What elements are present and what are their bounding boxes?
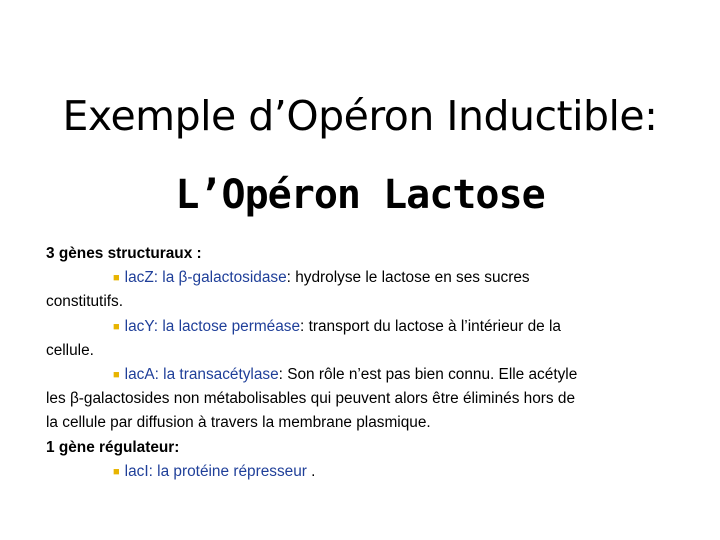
square-bullet-icon: ■ [113, 369, 120, 382]
square-bullet-icon: ■ [113, 465, 120, 478]
regulator-gene-heading: 1 gène régulateur: [46, 438, 180, 456]
enzyme-name: : [148, 462, 158, 480]
gene-description: : Son rôle n’est pas bien connu. Elle acétyle [278, 366, 578, 384]
gene-description-continued: cellule. [46, 341, 94, 359]
gene-name: lacZ [124, 269, 154, 287]
repressor-name: la protéine répresseur [157, 462, 307, 480]
square-bullet-icon: ■ [113, 272, 120, 285]
enzyme-name: la β-galactosidase [162, 269, 287, 287]
sentence-end: . [306, 462, 316, 480]
enzyme-name: la transacétylase [163, 366, 279, 384]
slide-body [46, 242, 688, 484]
slide-subtitle: L’Opéron Lactose [175, 172, 545, 218]
list-item-laca [46, 363, 688, 387]
square-bullet-icon: ■ [113, 320, 120, 333]
list-item-lacz [46, 266, 688, 290]
enzyme-name: : [153, 317, 163, 335]
gene-description-continued: constitutifs. [46, 293, 123, 311]
enzyme-name: : [153, 269, 163, 287]
enzyme-name: : [154, 366, 164, 384]
gene-name: lacY [124, 317, 154, 335]
gene-description-continued: la cellule par diffusion à travers la membrane plasmique. [46, 414, 431, 432]
gene-name: lacA [124, 366, 155, 384]
slide-title: Exemple d’Opéron Inductible: [62, 92, 658, 140]
gene-description: : hydrolyse le lactose en ses sucres [286, 269, 530, 287]
gene-description: : transport du lactose à l’intérieur de la [300, 317, 561, 335]
list-item-laci [46, 460, 688, 484]
gene-description-continued: les β-galactosides non métabolisables qui peuvent alors être éliminés hors de [46, 390, 576, 408]
list-item-lacy [46, 315, 688, 339]
structural-genes-heading: 3 gènes structuraux : [46, 245, 202, 262]
enzyme-name: la lactose perméase [162, 317, 301, 335]
gene-name: lacI [124, 462, 149, 480]
